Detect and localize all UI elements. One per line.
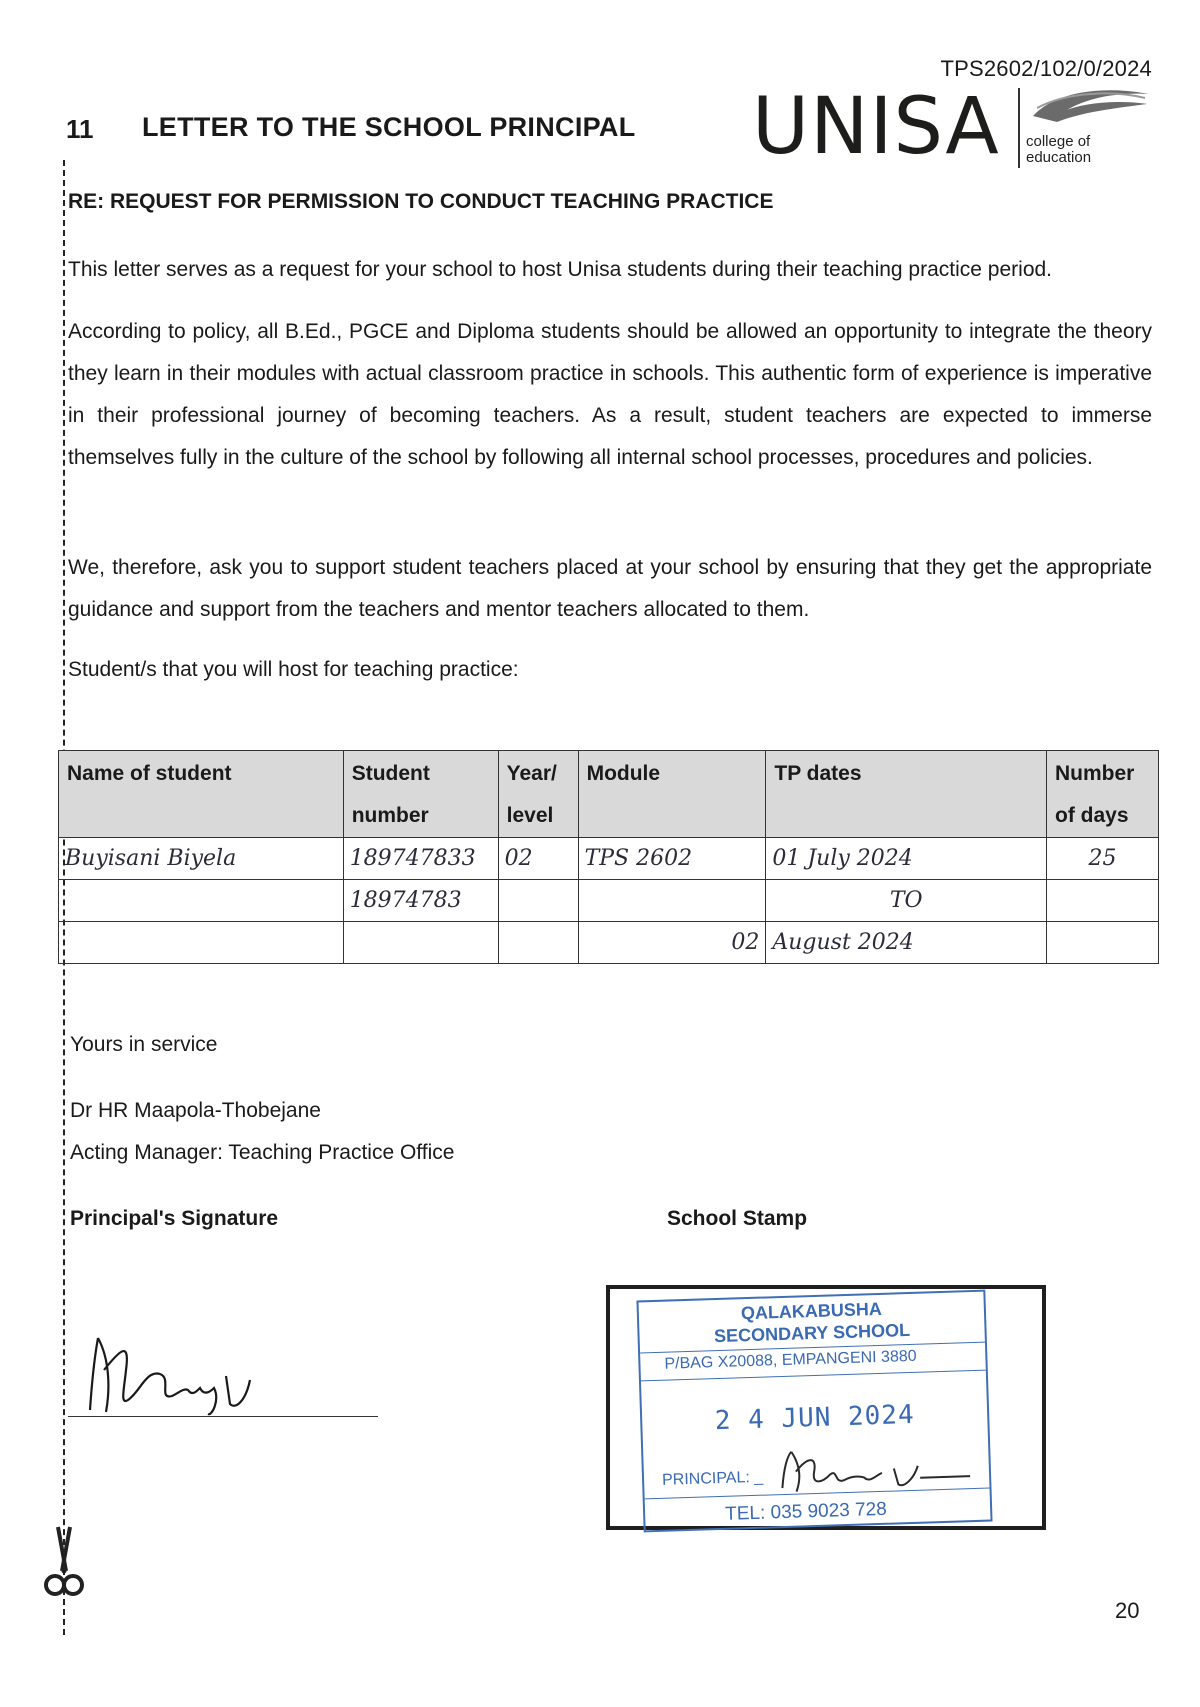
table-row xyxy=(59,838,1159,880)
stamp-principal-label: PRINCIPAL: _ xyxy=(661,1468,764,1489)
logo-divider xyxy=(1018,88,1020,168)
wing-icon xyxy=(1027,86,1152,130)
closing-salutation: Yours in service xyxy=(70,1033,218,1056)
cell-number-of-days: 25 xyxy=(1047,838,1159,880)
section-number: 11 xyxy=(66,114,94,144)
logo-subtitle-line1: college of xyxy=(1026,133,1091,150)
cell-number-of-days xyxy=(1047,922,1159,964)
cell-student-name: Buyisani Biyela xyxy=(59,838,344,880)
students-table xyxy=(58,750,1159,964)
header-number-of-days: Number of days xyxy=(1047,751,1159,838)
cell-student-number xyxy=(343,922,498,964)
principal-signature-label: Principal's Signature xyxy=(70,1207,279,1230)
signer-role: Acting Manager: Teaching Practice Office xyxy=(70,1141,455,1164)
table-header-row xyxy=(59,751,1159,838)
table-row xyxy=(59,922,1159,964)
table-row xyxy=(59,880,1159,922)
stamp-school-name-line2: SECONDARY SCHOOL xyxy=(713,1319,911,1347)
paragraph-support: We, therefore, ask you to support student teachers placed at your school by ensuring that they get the appropriate guidance and support from the teachers and mentor teachers allocated to them. xyxy=(68,556,1152,621)
cell-student-number: 189747833 xyxy=(343,838,498,880)
cell-module: 02 xyxy=(578,922,766,964)
cell-year-level xyxy=(498,922,578,964)
header-year-level: Year/ level xyxy=(498,751,578,838)
stamp-date: 2 4 JUN 2024 xyxy=(714,1399,916,1437)
cell-number-of-days xyxy=(1047,880,1159,922)
logo-subtitle-line2: education xyxy=(1026,149,1092,166)
unisa-logo xyxy=(752,82,1152,186)
stamp-school-name-line1: QALAKABUSHA xyxy=(740,1298,883,1324)
cell-module xyxy=(578,880,766,922)
scissors-icon xyxy=(44,1525,84,1605)
header-name-of-student: Name of student xyxy=(59,751,344,838)
principal-signature xyxy=(80,1330,280,1420)
cell-tp-dates: TO xyxy=(766,880,1047,922)
paragraph-request: This letter serves as a request for your school to host Unisa students during their teaching practice period. xyxy=(68,258,1053,281)
cell-student-number: 18974783 xyxy=(343,880,498,922)
school-stamp-frame xyxy=(606,1285,1046,1530)
header-tp-dates: TP dates xyxy=(766,751,1047,838)
school-stamp-label: School Stamp xyxy=(667,1207,808,1230)
document-code: TPS2602/102/0/2024 xyxy=(940,56,1152,81)
cell-year-level xyxy=(498,880,578,922)
cell-year-level: 02 xyxy=(498,838,578,880)
cell-tp-dates: 01 July 2024 xyxy=(766,838,1047,880)
cell-module: TPS 2602 xyxy=(578,838,766,880)
paragraph-policy: According to policy, all B.Ed., PGCE and Diploma students should be allowed an opportunity to integrate the theory they learn in their modules with actual classroom practice in schools. This authentic form of experience is imperative in their professional journey of becoming teachers. As a result, student teachers are expected to immerse themselves fully in the culture of the school by following all internal school processes, procedures and policies. xyxy=(68,320,1152,469)
cell-tp-dates: August 2024 xyxy=(766,922,1047,964)
school-stamp xyxy=(636,1290,992,1533)
page-number: 20 xyxy=(1115,1598,1140,1623)
stamp-telephone: TEL: 035 9023 728 xyxy=(724,1498,888,1525)
cell-student-name xyxy=(59,880,344,922)
cell-student-name xyxy=(59,922,344,964)
hosting-line: Student/s that you will host for teaching practice: xyxy=(68,658,519,681)
logo-subtitle xyxy=(1026,134,1091,166)
section-title: LETTER TO THE SCHOOL PRINCIPAL xyxy=(142,112,636,142)
header-student-number: Student number xyxy=(343,751,498,838)
signer-name: Dr HR Maapola-Thobejane xyxy=(70,1099,321,1122)
logo-wordmark: UNISA xyxy=(752,82,1000,172)
header-module: Module xyxy=(578,751,766,838)
stamp-address: P/BAG X20088, EMPANGENI 3880 xyxy=(664,1347,917,1373)
signature-line xyxy=(68,1416,378,1417)
re-line: RE: REQUEST FOR PERMISSION TO CONDUCT TEACHING PRACTICE xyxy=(68,190,774,213)
